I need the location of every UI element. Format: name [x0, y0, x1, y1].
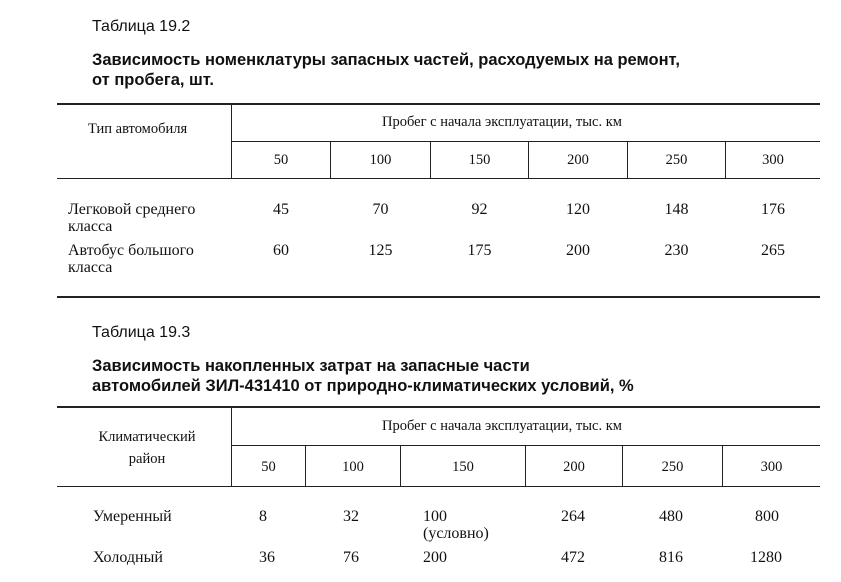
table2-title: [92, 356, 812, 396]
table2-col-header: 300: [760, 459, 783, 475]
table2-cell: 800: [755, 508, 779, 525]
table1-bottom-rule: [57, 296, 820, 298]
table1-cell: 125: [368, 242, 393, 259]
table1-top-rule: [57, 103, 820, 105]
table1-cell: 60: [273, 242, 289, 259]
table1-col-header: 150: [468, 152, 491, 168]
table1-group-header: Пробег с начала эксплуатации, тыс. км: [382, 114, 622, 130]
table1-title-line1: Зависимость номенклатуры запасных частей, расходуемых на ремонт,: [92, 51, 680, 69]
table2-col-header: 250: [661, 459, 684, 475]
table1-col-header: 200: [567, 152, 589, 168]
table1-title: [92, 50, 812, 90]
table2-group-rule: [232, 445, 820, 446]
table2-top-rule: [57, 406, 820, 408]
table2-cell: 200: [423, 549, 447, 566]
table2-row-header: Климатический район: [98, 429, 196, 467]
table1-cell: 148: [664, 201, 689, 218]
table2-cell: 816: [659, 549, 683, 566]
table1-group-rule: [232, 141, 820, 142]
table1-cell: 70: [372, 201, 389, 218]
table2-cell: 480: [659, 508, 683, 525]
table2-col-header: 150: [452, 459, 474, 475]
table1-row-header: Тип автомобиля: [88, 121, 188, 137]
table1-col-header: 250: [665, 152, 688, 168]
table2-title-line1: Зависимость накопленных затрат на запасные части: [92, 357, 530, 375]
table1-cell: 45: [273, 201, 289, 218]
table1-caption: Таблица 19.2: [92, 18, 191, 35]
table2-cell: 472: [561, 549, 585, 566]
table2-row-label: Умеренный: [93, 508, 172, 525]
table2-cell: 264: [561, 508, 585, 525]
table1-cell: 230: [664, 242, 689, 259]
table2-cell: 36: [259, 549, 275, 566]
table1-cell: 120: [566, 201, 590, 218]
table2-cell: 1280: [750, 549, 782, 566]
table2-group-header: Пробег с начала эксплуатации, тыс. км: [382, 418, 622, 434]
table1-cell: 175: [467, 242, 492, 259]
table2-caption: Таблица 19.3: [92, 324, 191, 341]
table1-cell: 176: [761, 201, 785, 218]
table2-col-header: 50: [261, 459, 276, 475]
table1-col-header: 300: [762, 152, 784, 168]
table2-col-header: 200: [563, 459, 585, 475]
table1-cell: 265: [761, 242, 785, 259]
table2-note: (условно): [423, 525, 489, 542]
table1-col-header: 100: [369, 152, 392, 168]
table2-cell: 100 (условно): [423, 508, 489, 542]
table1-cell: 92: [471, 201, 488, 218]
table2-header-rule: [57, 486, 820, 487]
table1-row-label: Автобус большого класса: [68, 242, 194, 276]
table2-cell: 8: [259, 508, 267, 525]
table1-header-rule: [57, 178, 820, 179]
table2-col-header: 100: [342, 459, 364, 475]
table2-cell: 32: [343, 508, 359, 525]
table2-row-label: Холодный: [93, 549, 163, 566]
table1-row-label: Легковой среднего класса: [68, 201, 196, 235]
table1-cell: 200: [566, 242, 590, 259]
table1-col-header: 50: [273, 152, 289, 168]
table2-cell: 76: [343, 549, 359, 566]
table2-title-line2: автомобилей ЗИЛ-431410 от природно-климатических условий, %: [92, 377, 634, 395]
table1-title-line2: от пробега, шт.: [92, 71, 215, 89]
